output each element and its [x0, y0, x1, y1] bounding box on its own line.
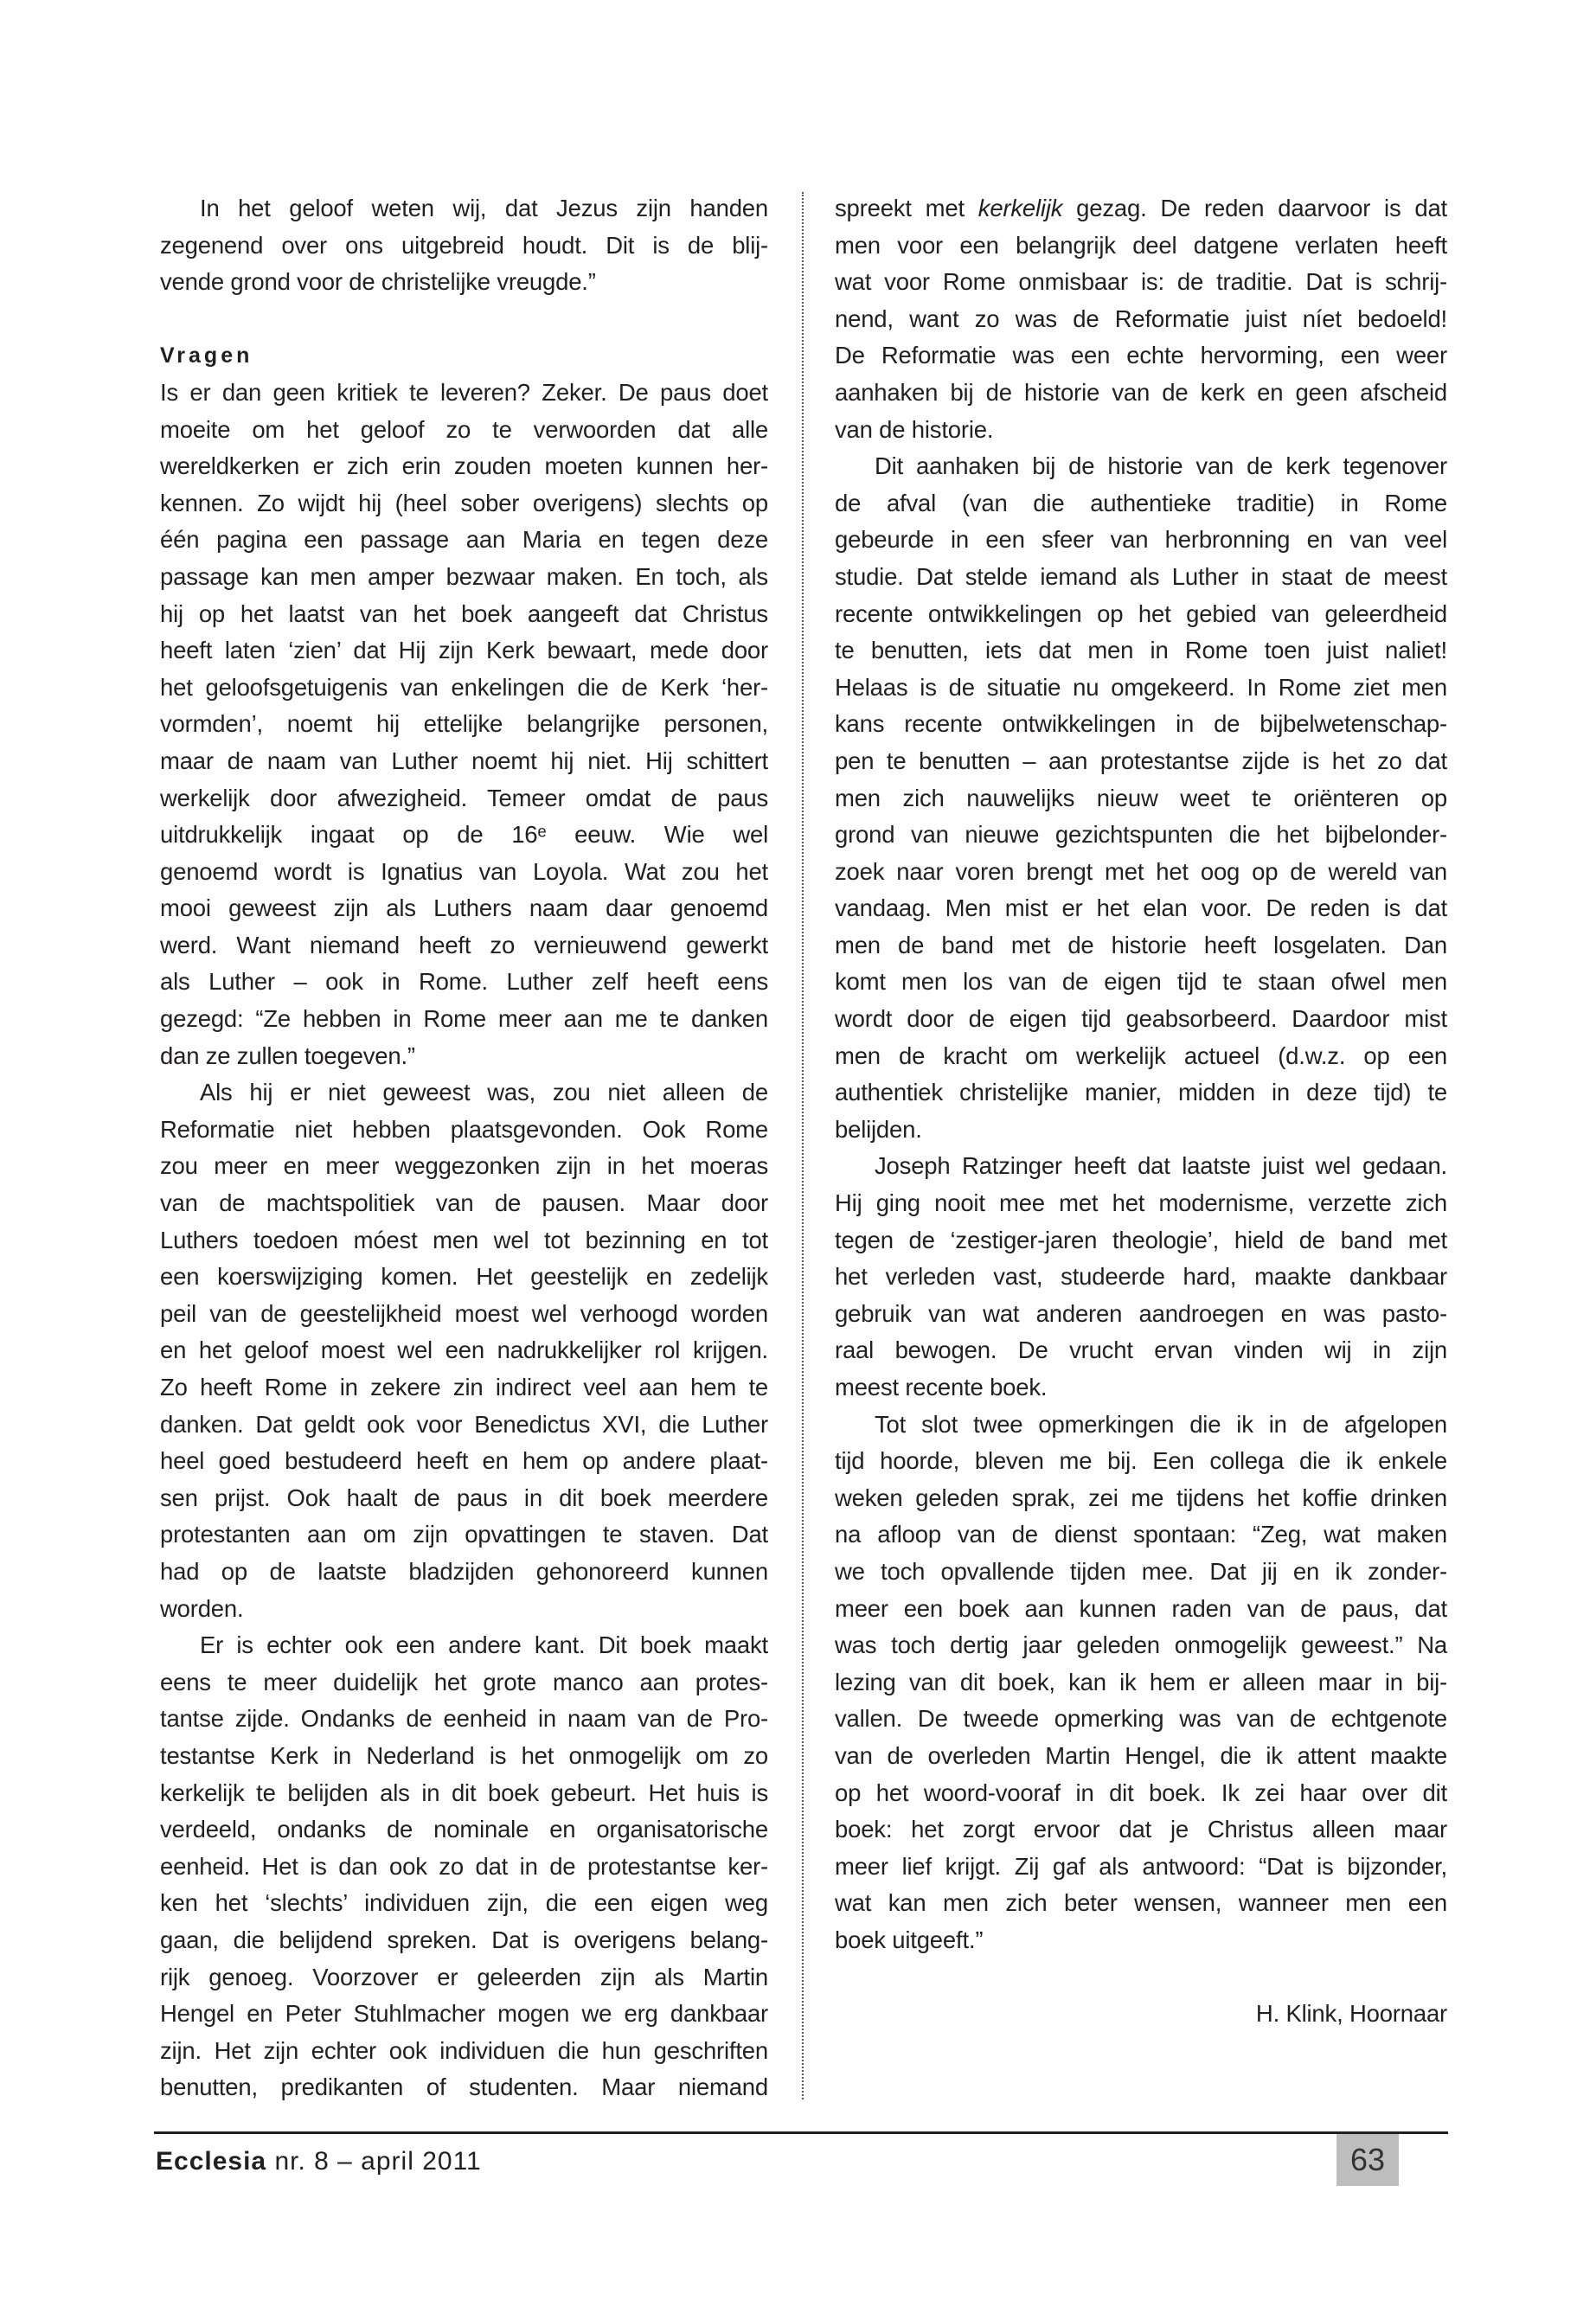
text-line: op het woord-vooraf in dit boek. Ik zei haar over dit: [835, 1779, 1447, 1806]
text-line: Dit aanhaken bij de historie van de kerk tegenover: [875, 452, 1447, 480]
text-line: na afloop van de dienst spontaan: “Zeg, wat maken: [835, 1521, 1447, 1548]
text-line: werd. Want niemand heeft zo vernieuwend gewerkt: [160, 931, 768, 958]
text-line: Als hij er niet geweest was, zou niet alleen de: [200, 1079, 768, 1106]
text-line: meest recente boek.: [835, 1374, 1048, 1400]
text-line: verdeeld, ondanks de nominale en organisatorische: [160, 1816, 768, 1843]
text-line: nend, want zo was de Reformatie juist níet bedoeld!: [835, 304, 1447, 332]
text-line: Hengel en Peter Stuhlmacher mogen we erg dankbaar: [160, 2000, 768, 2028]
text-line: Reformatie niet hebben plaatsgevonden. Ook Rome: [160, 1115, 768, 1143]
text-line: gebruik van wat anderen aandroegen en was pasto-: [835, 1299, 1447, 1327]
right-column: [835, 190, 1447, 2033]
text-line: boek: het zorgt ervoor dat je Christus alleen maar: [835, 1816, 1447, 1843]
text-line: vallen. De tweede opmerking was van de echtgenote: [835, 1705, 1447, 1733]
text-line: gebeurde in een sfeer van herbronning en van veel: [835, 526, 1447, 554]
text-line: hij op het laatst van het boek aangeeft dat Christus: [160, 599, 768, 627]
text-line: had op de laatste bladzijden gehonoreerd kunnen: [160, 1557, 768, 1585]
text-line: dan ze zullen toegeven.”: [160, 1042, 415, 1069]
text-line: peil van de geestelijkheid moest wel verhoogd worden: [160, 1299, 768, 1327]
text-line: Tot slot twee opmerkingen die ik in de afgelopen: [875, 1410, 1447, 1438]
text-line: gezegd: “Ze hebben in Rome meer aan me te danken: [160, 1005, 768, 1033]
text-line: komt men los van de eigen tijd te staan ofwel men: [835, 968, 1447, 996]
text-line: danken. Dat geldt ook voor Benedictus XVI, die Luther: [160, 1410, 768, 1438]
text-line: meer lief krijgt. Zij gaf als antwoord: “Dat is bijzonder,: [835, 1852, 1447, 1880]
text-line: heeft laten ‘zien’ dat Hij zijn Kerk bewaart, mede door: [160, 637, 768, 664]
text-line: vandaag. Men mist er het elan voor. De reden is dat: [835, 894, 1447, 922]
text-line: en het geloof moest wel een nadrukkelijker rol krijgen.: [160, 1336, 768, 1364]
text-line: tantse zijde. Ondanks de eenheid in naam van de Pro-: [160, 1705, 768, 1733]
text-line: wordt door de eigen tijd geabsorbeerd. Daardoor mist: [835, 1005, 1447, 1033]
text-line: protestanten aan om zijn opvattingen te staven. Dat: [160, 1521, 768, 1548]
text-line: kans recente ontwikkelingen in de bijbelwetenschap-: [835, 710, 1447, 738]
text-line: belijden.: [835, 1115, 922, 1143]
text-line: zegenend over ons uitgebreid houdt. Dit is de blij-: [160, 231, 768, 259]
text-line: wat kan men zich beter wensen, wanneer men een: [835, 1889, 1447, 1917]
footer: [156, 2147, 482, 2176]
text-line: recente ontwikkelingen op het gebied van geleerdheid: [835, 599, 1447, 627]
text-line: aanhaken bij de historie van de kerk en geen afscheid: [835, 378, 1447, 406]
text-line: tegen de ‘zestiger-jaren theologie’, hield de band met: [835, 1226, 1447, 1253]
text-line: mooi geweest zijn als Luthers naam daar genoemd: [160, 894, 768, 922]
text-line: uitdrukkelijk ingaat op de 16ᵉ eeuw. Wie wel: [160, 821, 768, 849]
emphasis: kerkelijk: [977, 195, 1063, 221]
text-line: als Luther – ook in Rome. Luther zelf heeft eens: [160, 968, 768, 996]
issue-info: nr. 8 – april 2011: [274, 2147, 482, 2176]
text-line: eenheid. Het is dan ook zo dat in de protestantse ker-: [160, 1852, 768, 1880]
text-line: sen prijst. Ook haalt de paus in dit boek meerdere: [160, 1484, 768, 1511]
magazine-name: Ecclesia: [156, 2147, 267, 2176]
text-line: men zich nauwelijks nieuw weet te oriënteren op: [835, 784, 1447, 811]
text-line: Helaas is de situatie nu omgekeerd. In Rome ziet men: [835, 673, 1447, 701]
text-line: vende grond voor de christelijke vreugde.”: [160, 268, 596, 296]
text-line: Er is echter ook een andere kant. Dit boek maakt: [200, 1631, 768, 1659]
column-divider: [802, 192, 804, 2099]
text-line: zoek naar voren brengt met het oog op de wereld van: [835, 857, 1447, 885]
text-line: kennen. Zo wijdt hij (heel sober overigens) slechts op: [160, 489, 768, 516]
text-line: [835, 1959, 1447, 1997]
text-line: zou meer en meer weggezonken zijn in het moeras: [160, 1152, 768, 1180]
text-line: rijk genoeg. Voorzover er geleerden zijn als Martin: [160, 1963, 768, 1990]
text-line: van de overleden Martin Hengel, die ik attent maakte: [835, 1741, 1447, 1769]
text-segment: gezag. De reden daarvoor is dat: [1062, 195, 1447, 221]
text-line: zijn. Het zijn echter ook individuen die hun geschriften: [160, 2036, 768, 2064]
text-line: passage kan men amper bezwaar maken. En toch, als: [160, 562, 768, 590]
text-line: het geloofsgetuigenis van enkelingen die de Kerk ‘her-: [160, 673, 768, 701]
text-line: worden.: [160, 1594, 244, 1622]
text-line: meer een boek aan kunnen raden van de paus, dat: [835, 1594, 1447, 1622]
text-line: men de kracht om werkelijk actueel (d.w.z. op een: [835, 1042, 1447, 1069]
text-line: van de machtspolitiek van de pausen. Maar door: [160, 1189, 768, 1217]
text-line: gaan, die belijdend spreken. Dat is overigens belang-: [160, 1926, 768, 1953]
text-line: In het geloof weten wij, dat Jezus zijn handen: [200, 195, 768, 221]
text-line: maar de naam van Luther noemt hij niet. Hij schittert: [160, 747, 768, 774]
left-column: [160, 190, 768, 2106]
text-line: authentiek christelijke manier, midden in deze tijd) te: [835, 1079, 1447, 1106]
text-line: pen te benutten – aan protestantse zijde is het zo dat: [835, 747, 1447, 774]
text-line: Is er dan geen kritiek te leveren? Zeker. De paus doet: [160, 378, 768, 406]
text-line: Luthers toedoen móest men wel tot bezinning en tot: [160, 1226, 768, 1253]
text-line: werkelijk door afwezigheid. Temeer omdat de paus: [160, 784, 768, 811]
footer-rule: [154, 2131, 1448, 2134]
text-line: benutten, predikanten of studenten. Maar niemand: [160, 2073, 768, 2101]
text-line: was toch dertig jaar geleden onmogelijk geweest.” Na: [835, 1631, 1447, 1659]
text-line: één pagina een passage aan Maria en tegen deze: [160, 526, 768, 554]
text-line: weken geleden sprak, zei me tijdens het koffie drinken: [835, 1484, 1447, 1511]
text-line: eens te meer duidelijk het grote manco aan protes-: [160, 1668, 768, 1695]
page-number: 63: [1336, 2134, 1399, 2186]
text-line: vormden’, noemt hij ettelijke belangrijke personen,: [160, 710, 768, 738]
text-line: men voor een belangrijk deel datgene verlaten heeft: [835, 231, 1447, 259]
text-line: wereldkerken er zich erin zouden moeten kunnen her-: [160, 452, 768, 480]
section-heading: Vragen: [160, 343, 253, 369]
text-line: studie. Dat stelde iemand als Luther in staat de meest: [835, 562, 1447, 590]
author-signature: H. Klink, Hoornaar: [1255, 2000, 1447, 2028]
text-line: genoemd wordt is Ignatius van Loyola. Wat zou het: [160, 857, 768, 885]
text-line: men de band met de historie heeft losgelaten. Dan: [835, 931, 1447, 958]
text-line: Joseph Ratzinger heeft dat laatste juist wel gedaan.: [875, 1152, 1447, 1180]
text-line: Hij ging nooit mee met het modernisme, verzette zich: [835, 1189, 1447, 1217]
text-line: het verleden vast, studeerde hard, maakte dankbaar: [835, 1263, 1447, 1291]
text-line: heel goed bestudeerd heeft en hem op andere plaat-: [160, 1447, 768, 1475]
text-line: grond van nieuwe gezichtspunten die het bijbelonder-: [835, 821, 1447, 849]
text-line: wat voor Rome onmisbaar is: de traditie. Dat is schrij-: [835, 268, 1447, 296]
text-line: Zo heeft Rome in zekere zin indirect veel aan hem te: [160, 1374, 768, 1400]
text-line: de afval (van die authentieke traditie) in Rome: [835, 489, 1447, 516]
text-line: te benutten, iets dat men in Rome toen juist naliet!: [835, 637, 1447, 664]
text-line: [160, 301, 768, 338]
text-line: [835, 190, 1447, 228]
text-segment: spreekt met: [835, 195, 978, 221]
text-line: testantse Kerk in Nederland is het onmogelijk om zo: [160, 1741, 768, 1769]
text-line: we toch opvallende tijden mee. Dat jij en ik zonder-: [835, 1557, 1447, 1585]
text-line: een koerswijziging komen. Het geestelijk en zedelijk: [160, 1263, 768, 1291]
text-line: ken het ‘slechts’ individuen zijn, die een eigen weg: [160, 1889, 768, 1917]
text-line: lezing van dit boek, kan ik hem er alleen maar in bij-: [835, 1668, 1447, 1695]
text-line: tijd hoorde, bleven me bij. Een collega die ik enkele: [835, 1447, 1447, 1475]
text-line: kerkelijk te belijden als in dit boek gebeurt. Het huis is: [160, 1779, 768, 1806]
text-line: raal bewogen. De vrucht ervan vinden wij in zijn: [835, 1336, 1447, 1364]
text-line: boek uitgeeft.”: [835, 1926, 984, 1953]
text-line: moeite om het geloof zo te verwoorden dat alle: [160, 415, 768, 443]
text-line: De Reformatie was een echte hervorming, een weer: [835, 342, 1447, 369]
text-line: van de historie.: [835, 415, 994, 443]
